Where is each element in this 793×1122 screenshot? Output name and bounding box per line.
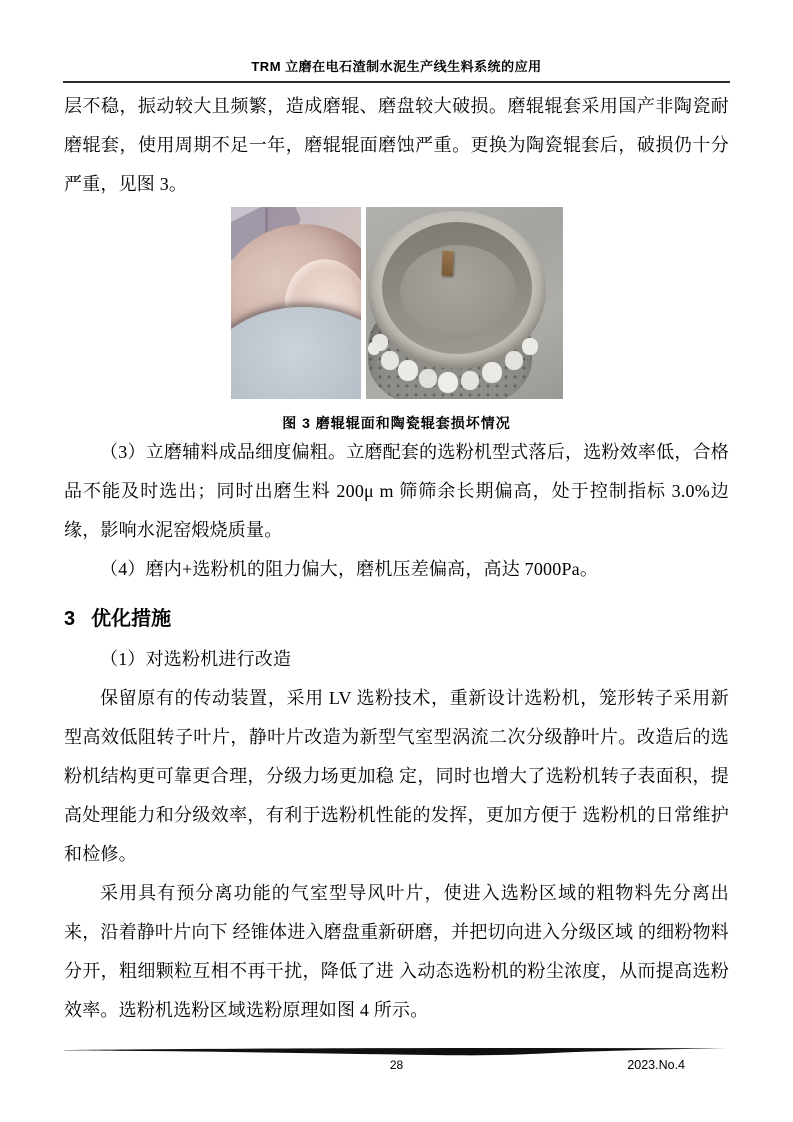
section-heading-optimization — [64, 602, 729, 631]
figure3-caption: 图 3 磨辊辊面和陶瓷辊套损坏情况 — [282, 415, 511, 431]
mill-roller-surface-photo — [231, 207, 361, 399]
footer-divider-stroke — [64, 1046, 729, 1058]
footer-issue-label: 2023.No.4 — [627, 1058, 685, 1072]
page-content — [64, 87, 729, 1030]
running-header-title: TRM 立磨在电石渣制水泥生产线生料系统的应用 — [63, 56, 730, 83]
paragraph-continuation: 层不稳，振动较大且频繁，造成磨辊、磨盘较大破损。磨辊辊套采用国产非陶瓷耐磨辊套，使用周期不足一年，磨辊辊面磨蚀严重。更换为陶瓷辊套后，破损仍十分严重，见图 3。 — [64, 96, 729, 194]
section-number: 3 — [64, 608, 76, 630]
photo-white-debris-shape — [368, 342, 380, 355]
paragraph-problem-4: （4）磨内+选粉机的阻力偏大，磨机压差偏高，高达 7000Pa。 — [100, 559, 599, 579]
photo-brown-block-shape — [441, 251, 453, 276]
photo-dome-shape — [231, 307, 361, 399]
section-title: 优化措施 — [91, 608, 172, 630]
photo-sleeve-floor-shape — [400, 245, 516, 339]
paragraph-sub1-heading: （1）对选粉机进行改造 — [100, 649, 292, 669]
paragraph-problem-3: （3）立磨辅料成品细度偏粗。立磨配套的选粉机型式落后，选粉效率低，合格品不能及时选出；同时出磨生料 200μ m 筛筛余长期偏高，处于控制指标 3.0%边缘，影响水泥窑煅烧质量。 — [64, 442, 729, 540]
footer-page-number: 28 — [389, 1058, 404, 1072]
paragraph-optimization-1: 保留原有的传动装置，采用 LV 选粉技术，重新设计选粉机，笼形转子采用新型高效低阻转子叶片，静叶片改造为新型气室型涡流二次分级静叶片。改造后的选粉机结构更可靠更合理，分级力场更加稳 定，同时也增大了选粉机转子表面积，提高处理能力和分级效率，有利于选粉机性能的发挥，更加方便于 选粉机的日常维护和检修。 — [64, 688, 729, 864]
paragraph-optimization-2: 采用具有预分离功能的气室型导风叶片，使进入选粉区域的粗物料先分离出来，沿着静叶片向下 经锥体进入磨盘重新研磨，并把切向进入分级区域 的细粉物料分开，粗细颗粒互相不再干扰，降低了进 入动态选粉机的粉尘浓度，从而提高选粉效率。选粉机选粉区域选粉原理如图 4 所示。 — [64, 883, 729, 1020]
figure3 — [64, 207, 729, 399]
ceramic-roller-sleeve-photo — [366, 207, 563, 399]
